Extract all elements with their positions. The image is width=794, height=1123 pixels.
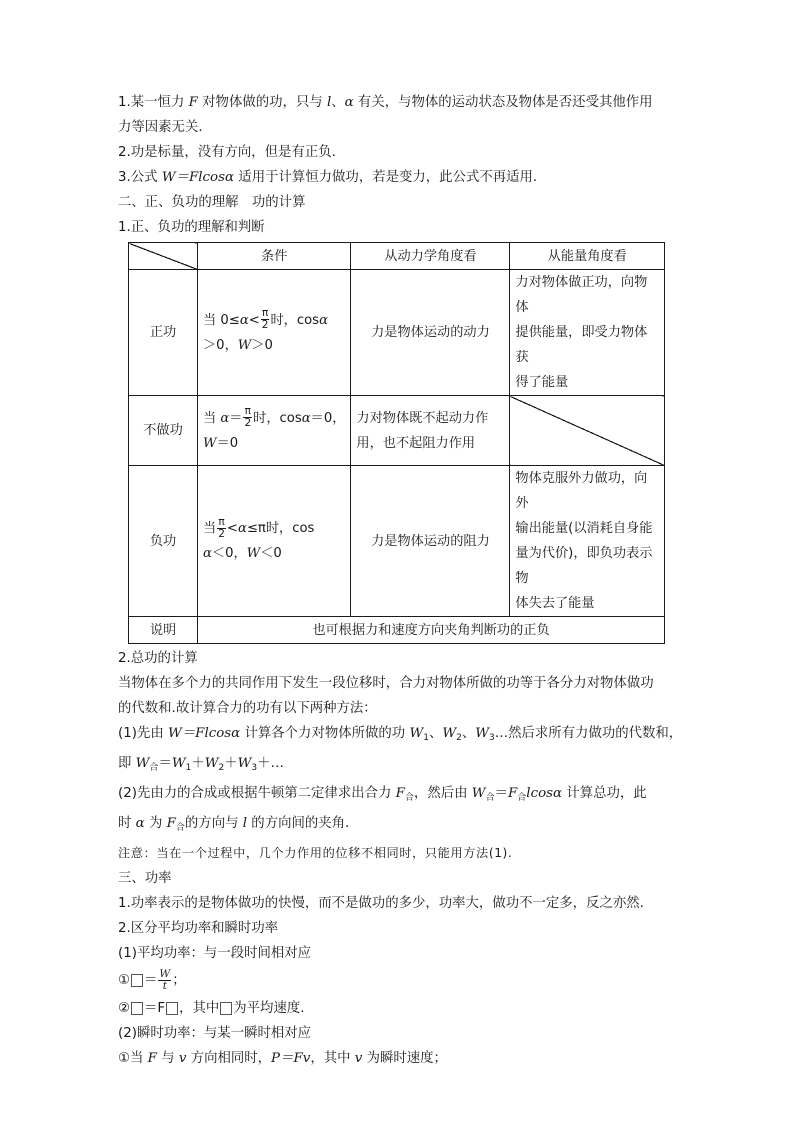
avg-power-formula2: ② ＝F ，其中 为平均速度.	[118, 1001, 305, 1016]
total-p1-line2: 的代数和.故计算合力的功有以下两种方法：	[118, 701, 377, 716]
inst-power-title: (2)瞬时功率：与某一瞬时相对应	[118, 1026, 312, 1041]
method2-line2: 时 α 为 $F_合$的方向与 l 的方向间的夹角.	[118, 816, 350, 833]
table-row	[129, 396, 665, 466]
avg-power-title: (1)平均功率：与一段时间相对应	[118, 946, 312, 961]
table-note-row	[129, 617, 665, 644]
power-p2: 2.区分平均功率和瞬时功率	[118, 921, 279, 936]
inst-power-formula1: ①当 F 与 v 方向相同时，P＝Fv，其中 v 为瞬时速度；	[118, 1051, 447, 1066]
condition-cell: 当 α＝ $\frac{\pi}{2}$ 时，cosα＝0， W＝0	[198, 396, 351, 466]
header-condition: 条件	[198, 243, 351, 270]
row-label: 负功	[129, 466, 198, 617]
fraction: $\frac{\pi}{2}$	[218, 515, 225, 540]
row-label: 正功	[129, 270, 198, 396]
method1-line1: (1)先由 W＝Flcosα 计算各个力对物体所做的功 $W_1$、$W_2$、$W_3\dots$然后求所有力做功的代数和，	[118, 726, 683, 743]
var-F: F	[188, 95, 198, 110]
power-p1: 1.功率表示的是物体做功的快慢，而不是做功的多少，功率大，做功不一定多，反之亦然.	[118, 896, 644, 911]
sub2-title: 2.总功的计算	[118, 651, 198, 666]
v-bar-glyph	[220, 1002, 232, 1015]
method-note: 注意：当在一个过程中，几个力作用的位移不相同时，只能用方法(1).	[118, 846, 513, 860]
fraction: $\frac{W}{t}$	[159, 967, 171, 992]
var-alpha: α	[344, 95, 354, 110]
para3	[118, 165, 678, 190]
energy-cell: 力对物体做正功，向物体 提供能量，即受力物体获 得了能量	[510, 270, 665, 396]
para1-line1	[118, 90, 678, 115]
section2-title: 二、正、负功的理解 功的计算	[118, 195, 306, 210]
energy-cell: 物体克服外力做功，向外 输出能量(以消耗自身能 量为代价)，即负功表示物 体失去了能量	[510, 466, 665, 617]
dynamics-cell: 力是物体运动的动力	[351, 270, 510, 396]
corner-cell	[129, 243, 198, 270]
para1-line2: 力等因素无关.	[118, 120, 203, 135]
fraction: $\frac{\pi}{2}$	[244, 405, 252, 429]
work-sign-table	[128, 242, 665, 644]
sub1-title: 1.正、负功的理解和判断	[118, 220, 265, 235]
para2: 2.功是标量，没有方向，但是有正负.	[118, 145, 336, 160]
text: 对物体做的功，只与	[197, 95, 327, 110]
section3-title: 三、功率	[118, 871, 172, 886]
document-page	[118, 90, 683, 1071]
note-text: 也可根据力和速度方向夹角判断功的正负	[198, 617, 665, 644]
fraction: $\frac{\pi}{2}$	[261, 307, 269, 331]
text: 、	[331, 95, 345, 110]
total-p1-line1: 当物体在多个力的共同作用下发生一段位移时，合力对物体所做的功等于各分力对物体做功	[118, 676, 654, 691]
method1-line2: 即 $W_合=W_1+W_2+W_3+\dots$	[118, 756, 284, 773]
note-label: 说明	[129, 617, 198, 644]
header-dynamics: 从动力学角度看	[351, 243, 510, 270]
table-row	[129, 270, 665, 396]
table-header-row	[129, 243, 665, 270]
condition-cell: 当 0≤α< $\frac{\pi}{2}$ 时，cosα ＞0，W＞0	[198, 270, 351, 396]
dynamics-cell: 力是物体运动的阻力	[351, 466, 510, 617]
header-energy: 从能量角度看	[510, 243, 665, 270]
formula: W＝Flcosα	[161, 170, 235, 185]
text: 3.公式	[118, 170, 162, 185]
table-row	[129, 466, 665, 617]
text: 有关，与物体的运动状态及物体是否还受其他作用	[353, 95, 653, 110]
text: 适用于计算恒力做功，若是变力，此公式不再适用.	[234, 170, 538, 185]
dynamics-cell: 力对物体既不起动力作 用，也不起阻力作用	[351, 396, 510, 466]
var-l: l	[326, 95, 332, 110]
row-label: 不做功	[129, 396, 198, 466]
p-bar-glyph	[131, 1002, 143, 1015]
avg-power-formula1: ① ＝ $\frac{W}{t}$ ；	[118, 967, 186, 992]
method2-line1: (2)先由力的合成或根据牛顿第二定律求出合力 $F_合$，然后由 $W_合=F_合lcos\alpha$ 计算总功，此	[118, 786, 647, 803]
v-bar-glyph	[166, 1002, 178, 1015]
condition-cell: 当 $\frac{\pi}{2}$ <α≤π时，cos α＜0，W＜0	[198, 466, 351, 617]
empty-energy-cell	[510, 396, 665, 466]
text: 1.某一恒力	[118, 95, 189, 110]
p-bar-glyph	[131, 974, 143, 987]
